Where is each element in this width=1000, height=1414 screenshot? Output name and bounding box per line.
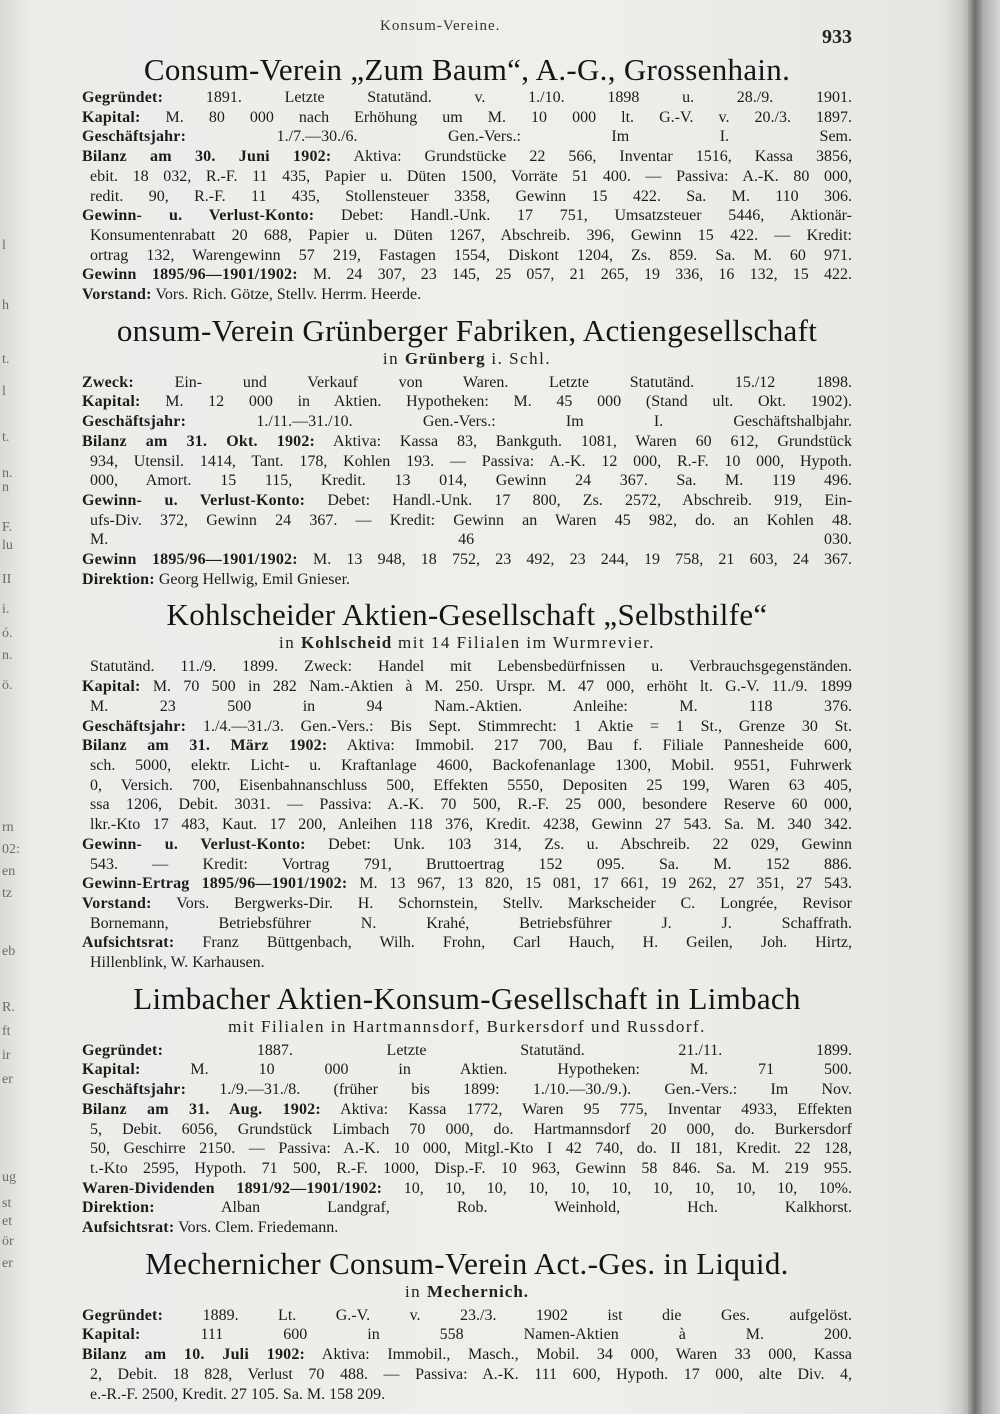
field-text: 0, Versich. 700, Eisenbahnanschluss 500, Effekten 5550, Depositen 25 199, Waren 63 405, [90,776,852,794]
field-text: Vors. Rich. Götze, Stellv. Herrm. Heerde. [151,286,422,304]
company-entry [82,597,852,972]
field-text: 1887. Letzte Statutänd. 21./11. 1899. [163,1041,852,1059]
margin-fragment: ö. [2,678,13,693]
field-text: ssa 1206, Debit. 3031. — Passiva: A.-K. 70 500, R.-F. 25 000, besondere Reserve 60 000, [90,796,852,814]
field-text: 000, Amort. 15 115, Kredit. 13 014, Gewinn 24 367. Sa. M. 119 496. [90,472,852,490]
field-text: Vors. Clem. Friedemann. [174,1219,339,1237]
field-label: Geschäftsjahr: [82,717,187,735]
field-label: Gegründet: [82,89,164,106]
running-head [0,12,1000,48]
entry-title: Consum-Verein „Zum Baum“, A.-G., Grossenhain. [143,52,791,87]
entry-line [82,1159,852,1179]
entry-title: Mechernicher Consum-Verein Act.-Ges. in Liquid. [145,1245,789,1281]
field-text: redit. 90, R.-F. 11 435, Stollensteuer 3358, Gewinn 15 422. Sa. M. 110 306. [90,187,852,205]
margin-fragment: rn [2,820,14,835]
field-text: M. 46 030. [90,531,852,549]
field-text: t.-Kto 2595, Hypoth. 71 500, R.-F. 1000, Disp.-F. 10 963, Gewinn 58 846. Sa. M. 219 955. [90,1159,852,1177]
margin-fragment: ug [2,1170,16,1185]
field-label: Kapital: [82,108,141,126]
entry-line [82,412,852,432]
entry-line [82,717,852,737]
entry-line [82,1179,852,1199]
field-text: 1./9.—31./8. (früher bis 1899: 1./10.—30./9.). Gen.-Vers.: Im Nov. [186,1081,852,1099]
field-text: M. 13 967, 13 820, 15 081, 17 661, 19 262, 27 351, 27 543. [347,875,852,893]
page-number: 933 [822,26,852,48]
company-entry [82,313,852,590]
field-label: Gewinn- u. Verlust-Konto: [82,835,306,853]
margin-fragment: en [2,864,16,879]
entry-location [82,633,852,653]
margin-fragment: er [2,1256,13,1271]
margin-fragment: st [2,1196,12,1211]
field-text: e.-R.-F. 2500, Kredit. 27 105. Sa. M. 158 209. [90,1385,386,1403]
field-label: Bilanz am 31. Aug. 1902: [82,1100,321,1118]
margin-fragment: n [2,480,9,495]
entry-line [82,452,852,472]
field-text: M. 70 500 in 282 Nam.-Aktien à M. 250. Urspr. M. 47 000, erhöht lt. G.-V. 11./9. 1899 [140,678,852,696]
entry-line [82,1325,852,1345]
field-text: lkr.-Kto 17 483, Kaut. 17 200, Anleihen 118 376, Kredit. 4238, Gewinn 27 543. Sa. M. 340 342. [90,816,852,834]
entry-location-text: mit 14 Filialen im Wurmrevier. [392,633,655,653]
field-text: Statutänd. 11./9. 1899. Zweck: Handel mit Lebensbedürfnissen u. Verbrauchsgegenständen. [90,658,852,676]
field-text: Georg Hellwig, Emil Gnieser. [154,570,351,588]
entry-line [82,108,852,128]
field-label: Aufsichtsrat: [82,934,175,952]
field-text: 2, Debit. 18 828, Verlust 70 488. — Passiva: A.-K. 111 600, Hypoth. 17 000, alte Div. 4, [90,1365,852,1383]
entry-line [82,550,852,570]
entry-line [82,511,852,531]
entry-line [82,1306,852,1326]
entry-location [82,349,852,369]
entry-line [82,874,852,894]
field-text: Aktiva: Grundstücke 22 566, Inventar 1516, Kassa 3856, [331,148,852,166]
entry-line [82,697,852,717]
field-text: 1./4.—31./3. Gen.-Vers.: Bis Sept. Stimmrecht: 1 Aktie = 1 St., Grenze 30 St. [186,717,852,735]
field-text: ortrag 132, Warengewinn 57 219, Fastagen 1554, Diskont 1204, Zs. 859. Sa. M. 60 971. [90,246,852,264]
field-label: Aufsichtsrat: [82,1219,175,1237]
entry-line [82,392,852,412]
margin-fragment: R. [2,1000,15,1015]
entry-title: onsum-Verein Grünberger Fabriken, Actiengesellschaft [116,312,818,348]
field-label: Waren-Dividenden 1891/92—1901/1902: [82,1179,383,1197]
field-text: 50, Geschirre 2150. — Passiva: A.-K. 10 000, Mitgl.-Kto I 42 740, do. II 181, Kredit. 22 128, [90,1140,852,1158]
entry-line [82,226,852,246]
field-text: 1./7.—30./6. Gen.-Vers.: Im I. Sem. [186,128,852,146]
margin-fragment: tz [2,886,13,901]
entry-title: Kohlscheider Aktien-Gesellschaft „Selbsthilfe“ [166,597,768,633]
entry-line [82,657,852,677]
field-text: ebit. 18 032, R.-F. 11 435, Papier u. Düten 1500, Vorräte 51 400. — Passiva: A.-K. 80 000, [90,167,852,185]
entry-line [82,1060,852,1080]
entry-line [82,933,852,953]
company-entry [82,1246,852,1405]
margin-fragment: ft [2,1024,11,1039]
field-label: Zweck: [82,373,134,391]
margin-fragment: ir [2,1048,11,1063]
entry-place: Mechernich. [426,1281,530,1301]
entry-line [82,167,852,187]
entry-line [82,914,852,934]
field-label: Gegründet: [82,1041,164,1059]
field-label: Gegründet: [82,1306,164,1324]
entry-line [82,776,852,796]
margin-fragment: n. [2,466,13,481]
entry-line [82,530,852,550]
entry-line [82,373,852,393]
margin-fragment: II [2,572,12,587]
entry-line [82,815,852,835]
field-label: Direktion: [82,1199,155,1217]
entry-location-text: mit Filialen in Hartmannsdorf, Burkersdorf und Russdorf. [228,1016,706,1036]
entry-location [82,1282,852,1302]
entry-line [82,1345,852,1365]
field-label: Bilanz am 31. Okt. 1902: [82,432,316,450]
field-text: M. 80 000 nach Erhöhung um M. 10 000 lt. G.-V. v. 20./3. 1897. [140,108,852,126]
entry-line [82,1041,852,1061]
field-label: Geschäftsjahr: [82,413,187,431]
field-label: Gewinn-Ertrag 1895/96—1901/1902: [82,875,348,893]
document-body [82,52,852,1412]
field-text: Hillenblink, W. Karhausen. [90,954,265,972]
entry-location [82,1017,852,1037]
entry-line [82,1080,852,1100]
margin-fragment: eb [2,944,16,959]
field-text: Debet: Handl.-Unk. 17 751, Umsatzsteuer 5446, Aktionär- [314,207,852,225]
margin-fragment: h [2,298,9,313]
field-text: 5, Debit. 6056, Grundstück Limbach 70 000, do. Hartmannsdorf 20 000, do. Burkersdorf [90,1120,852,1138]
field-text: 1./11.—31./10. Gen.-Vers.: Im I. Geschäftshalbjahr. [186,413,852,431]
margin-fragment: F. [2,520,13,535]
field-label: Bilanz am 10. Juli 1902: [82,1346,306,1364]
company-entry [82,52,852,305]
entry-line [82,206,852,226]
field-label: Gewinn- u. Verlust-Konto: [82,207,315,225]
field-label: Bilanz am 31. März 1902: [82,737,328,755]
field-label: Geschäftsjahr: [82,128,187,146]
entry-line [82,1120,852,1140]
margin-fragment: l [2,384,6,399]
field-text: sch. 5000, elektr. Licht- u. Kraftanlage 4600, Backofenanlage 1300, Mobil. 9551, Fuhrwerk [90,756,852,774]
margin-fragment: ör [2,1234,14,1249]
entry-line [82,1218,852,1238]
field-text: M. 12 000 in Aktien. Hypotheken: M. 45 000 (Stand ult. Okt. 1902). [140,393,852,411]
field-text: M. 13 948, 18 752, 23 492, 23 244, 19 758, 21 603, 24 367. [297,551,852,569]
entry-line [82,1100,852,1120]
field-text: 10, 10, 10, 10, 10, 10, 10, 10, 10, 10, 10%. [382,1179,852,1197]
margin-fragment: et [2,1214,13,1229]
entry-line [82,127,852,147]
entry-line [82,894,852,914]
entry-location-text: in [382,348,405,368]
field-text: Aktiva: Kassa 83, Bankguth. 1081, Waren 60 612, Grundstück [315,432,852,450]
margin-fragment: er [2,1072,13,1087]
entry-line [82,1198,852,1218]
entry-title: Limbacher Aktien-Konsum-Gesellschaft in Limbach [133,980,801,1016]
field-label: Gewinn 1895/96—1901/1902: [82,266,298,284]
entry-line [82,147,852,167]
margin-fragment: ó. [2,626,13,641]
field-label: Gewinn- u. Verlust-Konto: [82,491,306,509]
entry-line [82,432,852,452]
entry-line [82,677,852,697]
entry-location-text: i. Schl. [485,348,552,368]
running-title: Konsum-Vereine. [380,18,501,34]
entry-line [82,736,852,756]
entry-place: Grünberg [404,348,486,368]
field-text: 543. — Kredit: Vortrag 791, Bruttoertrag 152 095. Sa. M. 152 886. [90,855,852,873]
field-text: 111 600 in 558 Namen-Aktien à M. 200. [140,1326,852,1344]
field-text: Aktiva: Immobil. 217 700, Bau f. Filiale Pannesheide 600, [327,737,852,755]
field-label: Kapital: [82,678,141,696]
margin-fragment: t. [2,430,10,445]
field-label: Vorstand: [82,286,152,304]
field-text: Ein- und Verkauf von Waren. Letzte Statutänd. 15./12 1898. [133,373,852,391]
left-margin-fragments [0,0,58,1414]
entry-line [82,795,852,815]
field-label: Kapital: [82,1326,141,1344]
margin-fragment: i. [2,602,10,617]
field-text: Aktiva: Kassa 1772, Waren 95 775, Inventar 4933, Effekten [320,1100,852,1118]
field-label: Vorstand: [82,894,152,912]
entry-location-text: in [279,633,302,653]
entry-line [82,491,852,511]
field-text: Franz Büttgenbach, Wilh. Frohn, Carl Hauch, H. Geilen, Joh. Hirtz, [174,934,852,952]
field-text: ufs-Div. 372, Gewinn 24 367. — Kredit: Gewinn an Waren 45 982, do. an Kohlen 48. [90,511,852,529]
field-text: Bornemann, Betriebsführer N. Krahé, Betriebsführer J. J. Schaffrath. [90,914,852,932]
margin-fragment: 02: [2,842,20,857]
field-text: 1889. Lt. G.-V. v. 23./3. 1902 ist die Ges. aufgelöst. [163,1306,852,1324]
field-label: Bilanz am 30. Juni 1902: [82,148,332,166]
entry-line [82,246,852,266]
margin-fragment: t. [2,352,10,367]
margin-fragment: lu [2,538,13,553]
field-text: M. 10 000 in Aktien. Hypotheken: M. 71 500. [140,1061,852,1079]
entry-line [82,285,852,305]
entry-line [82,265,852,285]
entry-line [82,855,852,875]
field-label: Direktion: [82,570,155,588]
entry-line [82,835,852,855]
entry-line [82,756,852,776]
field-label: Kapital: [82,1061,141,1079]
field-text: M. 23 500 in 94 Nam.-Aktien. Anleihe: M. 118 376. [90,697,852,715]
margin-fragment: n. [2,648,13,663]
company-entry [82,981,852,1238]
entry-line [82,471,852,491]
field-text: Debet: Handl.-Unk. 17 800, Zs. 2572, Abschreib. 919, Ein- [305,491,852,509]
field-text: M. 24 307, 23 145, 25 057, 21 265, 19 336, 16 132, 15 422. [297,266,852,284]
field-label: Geschäftsjahr: [82,1081,187,1099]
field-text: Konsumentenrabatt 20 688, Papier u. Düten 1267, Abschreib. 396, Gewinn 15 422. — Kredit: [90,226,852,244]
field-label: Gewinn 1895/96—1901/1902: [82,551,298,569]
field-text: 934, Utensil. 1414, Tant. 178, Kohlen 193. — Passiva: A.-K. 12 000, R.-F. 10 000, Hypoth. [90,452,852,470]
field-text: Debet: Unk. 103 314, Zs. u. Abschreib. 22 029, Gewinn [305,835,852,853]
entry-location-text: in [404,1281,427,1301]
field-text: Alban Landgraf, Rob. Weinhold, Hch. Kalkhorst. [154,1199,852,1217]
entry-line [82,88,852,108]
field-text: Vors. Bergwerks-Dir. H. Schornstein, Stellv. Markscheider C. Longrée, Revisor [151,894,852,912]
entry-place: Kohlscheid [301,633,393,653]
entry-line [82,953,852,973]
field-label: Kapital: [82,393,141,411]
entry-line [82,1139,852,1159]
entry-line [82,570,852,590]
entry-line [82,187,852,207]
field-text: 1891. Letzte Statutänd. v. 1./10. 1898 u. 28./9. 1901. [163,89,852,106]
entry-line [82,1365,852,1385]
entry-line [82,1385,852,1405]
field-text: Aktiva: Immobil., Masch., Mobil. 34 000, Waren 33 000, Kassa [305,1346,852,1364]
margin-fragment: l [2,238,6,253]
